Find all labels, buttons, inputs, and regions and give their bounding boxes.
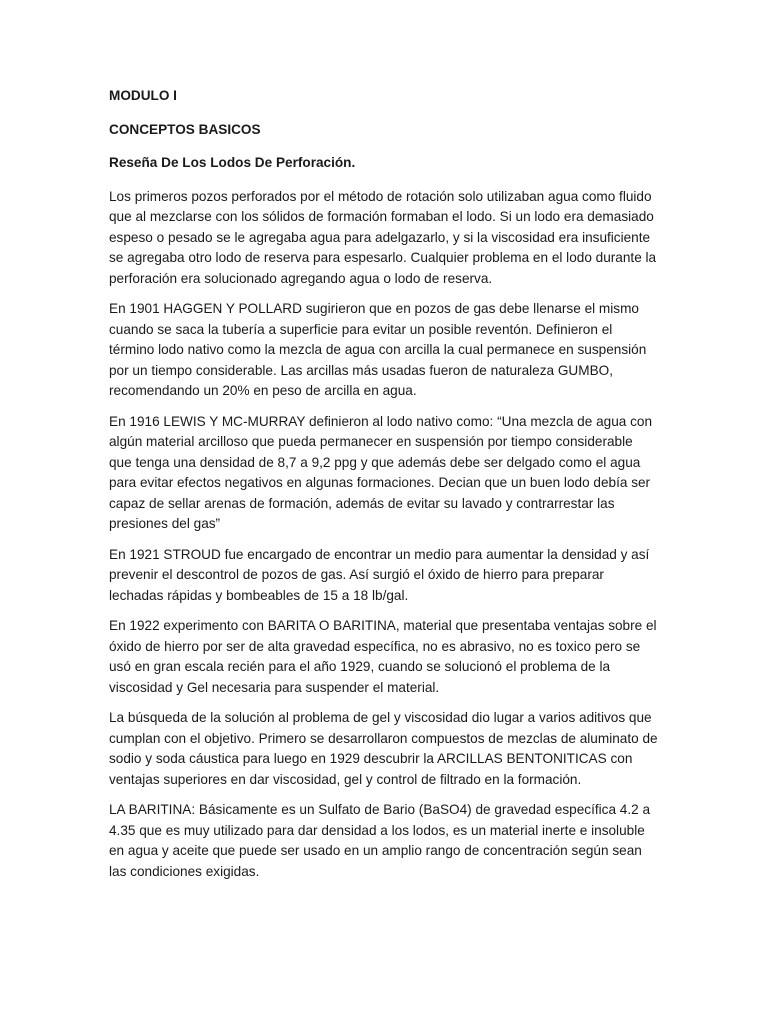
paragraph-intro: Los primeros pozos perforados por el método de rotación solo utilizaban agua como fluido que al mezclarse con los sólidos de formación formaban el lodo. Si un lodo era demasiado espeso o pesado se le agregaba agua para adelgazarlo, y si la viscosidad era insuficiente se agregaba otro lodo de reserva para espesarlo. Cualquier problema en el lodo durante la perforación era solucionado agregando agua o lodo de reserva. — [109, 188, 657, 286]
paragraph-1916: En 1916 LEWIS Y MC-MURRAY definieron al lodo nativo como: “Una mezcla de agua con algún material arcilloso que pueda permanecer en suspensión por tiempo considerable que tenga una densidad de 8,7 a 9,2 ppg y que además debe ser delgado como el agua para evitar efectos negativos en algunas formaciones. Decian que un buen lodo debía ser capaz de sellar arenas de formación, además de evitar su lavado y contrarrestar las presiones del gas” — [109, 413, 653, 531]
paragraph-1921: En 1921 STROUD fue encargado de encontrar un medio para aumentar la densidad y así prevenir el descontrol de pozos de gas. Así surgió el óxido de hierro para preparar lechadas rápidas y bombeables de 15 a 18 lb/gal. — [109, 546, 650, 603]
section-heading: CONCEPTOS BASICOS — [109, 121, 261, 137]
paragraph-1922: En 1922 experimento con BARITA O BARITINA, material que presentaba ventajas sobre el óxido de hierro por ser de alta gravedad específica, no es abrasivo, no es toxico pero se usó en gran escala recién para el año 1929, cuando se solucionó el problema de la viscosidad y Gel necesaria para suspender el material. — [109, 618, 657, 695]
paragraph-bentonite: La búsqueda de la solución al problema de gel y viscosidad dio lugar a varios aditivos que cumplan con el objetivo. Primero se desarrollaron compuestos de mezclas de aluminato de sodio y soda cáustica para luego en 1929 descubrir la ARCILLAS BENTONITICAS con ventajas superiores en dar viscosidad, gel y control de filtrado en la formación. — [109, 710, 658, 787]
module-heading: MODULO I — [109, 88, 177, 103]
paragraph-1901: En 1901 HAGGEN Y POLLARD sugirieron que en pozos de gas debe llenarse el mismo cuando se saca la tubería a superficie para evitar un posible reventón. Definieron el término lodo nativo como la mezcla de agua con arcilla la cual permanece en suspensión por un tiempo considerable. Las arcillas más usadas fueron de naturaleza GUMBO, recomendando un 20% en peso de arcilla en agua. — [109, 301, 647, 398]
subtitle-heading: Reseña De Los Lodos De Perforación. — [109, 155, 356, 170]
paragraph-baritina: LA BARITINA: Básicamente es un Sulfato de Bario (BaSO4) de gravedad específica 4.2 a 4.35 que es muy utilizado para dar densidad a los lodos, es un material inerte e insoluble en agua y aceite que puede ser usado en un amplio rango de concentración según sean las condiciones exigidas. — [109, 802, 651, 879]
document-page — [109, 86, 659, 892]
